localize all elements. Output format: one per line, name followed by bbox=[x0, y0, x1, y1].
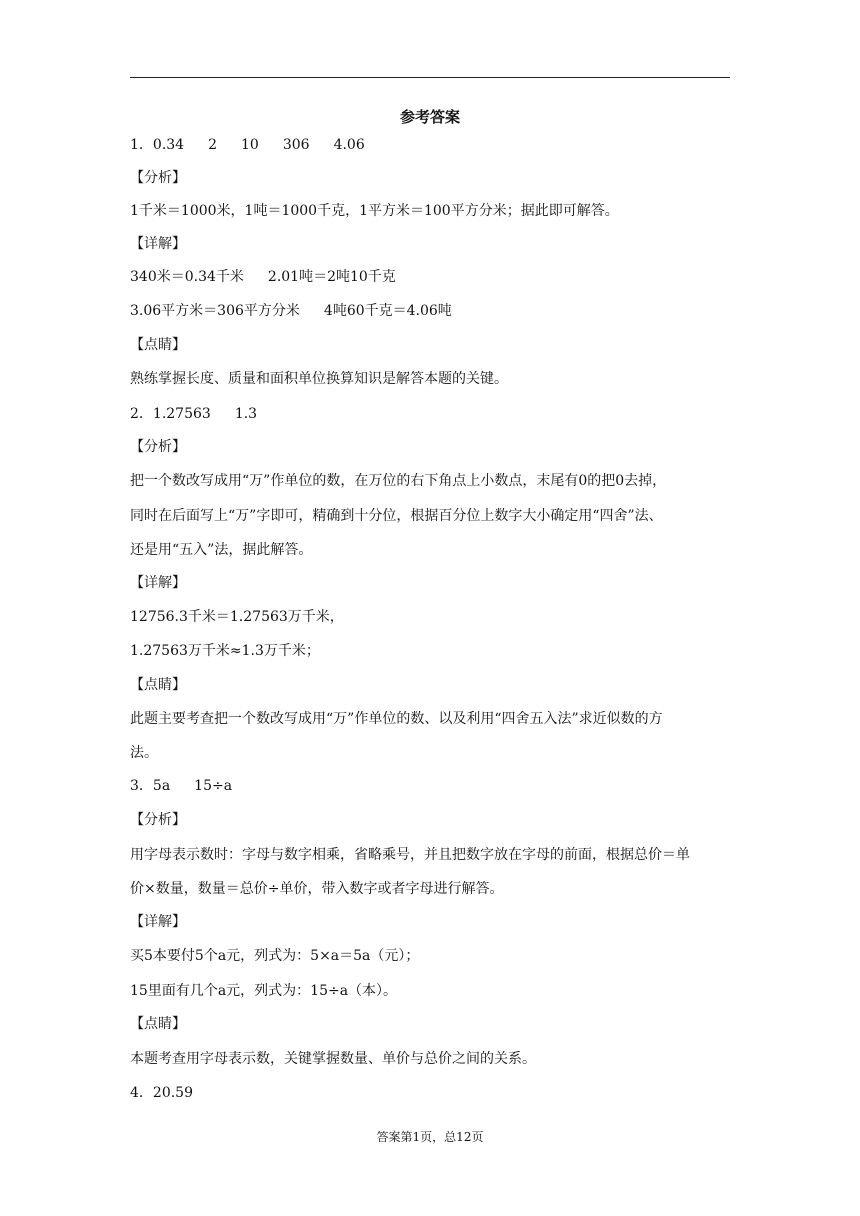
section-heading: 【详解】 bbox=[130, 575, 186, 591]
page-footer: 答案第1页，总12页 bbox=[376, 1130, 484, 1144]
answer-line bbox=[130, 135, 730, 155]
text-line: 4．20.59 bbox=[130, 1085, 193, 1101]
section-heading: 【分析】 bbox=[130, 812, 186, 828]
answer-value: 3．5a bbox=[130, 778, 171, 794]
answer-value: 2 bbox=[208, 137, 218, 153]
text-line: 熟练掌握长度、质量和面积单位换算知识是解答本题的关键。 bbox=[130, 371, 508, 387]
section-heading: 【分析】 bbox=[130, 439, 186, 455]
text-line: 价×数量，数量＝总价÷单价，带入数字或者字母进行解答。 bbox=[130, 881, 504, 897]
text-line: 本题考查用字母表示数，关键掌握数量、单价与总价之间的关系。 bbox=[130, 1051, 536, 1067]
answer-line bbox=[130, 776, 730, 796]
text-line: 法。 bbox=[130, 745, 158, 761]
text-line: 1千米＝1000米，1吨＝1000千克，1平方米＝100平方分米；据此即可解答。 bbox=[130, 203, 619, 219]
answer-value: 4吨60千克＝4.06吨 bbox=[323, 303, 452, 319]
section-heading: 【点睛】 bbox=[130, 337, 186, 353]
section-heading: 【分析】 bbox=[130, 170, 186, 186]
section-heading: 【详解】 bbox=[130, 914, 186, 930]
answer-value: 15÷a bbox=[194, 778, 233, 794]
answer-value: 306 bbox=[282, 137, 310, 153]
section-heading: 【点睛】 bbox=[130, 1016, 186, 1032]
answer-value: 340米＝0.34千米 bbox=[130, 269, 244, 285]
text-line: 12756.3千米＝1.27563万千米， bbox=[130, 609, 344, 625]
answer-value: 2.01吨＝2吨10千克 bbox=[267, 269, 396, 285]
header-rule bbox=[130, 77, 730, 78]
answer-value: 1.3 bbox=[234, 406, 258, 422]
text-line: 此题主要考查把一个数改写成用“万”作单位的数、以及利用“四舍五入法”求近似数的方 bbox=[130, 711, 663, 727]
section-heading: 【点睛】 bbox=[130, 677, 186, 693]
text-line: 还是用“五入”法，据此解答。 bbox=[130, 542, 313, 558]
answer-value: 1．0.34 bbox=[130, 137, 185, 153]
answer-line bbox=[130, 267, 730, 287]
text-line: 把一个数改写成用“万”作单位的数，在万位的右下角点上小数点，末尾有0的把0去掉， bbox=[130, 473, 667, 489]
answer-value: 10 bbox=[241, 137, 259, 153]
answer-line bbox=[130, 404, 730, 424]
text-line: 15里面有几个a元，列式为：15÷a（本）。 bbox=[130, 983, 398, 999]
text-line: 1.27563万千米≈1.3万千米； bbox=[130, 643, 320, 659]
answer-value: 4.06 bbox=[333, 137, 365, 153]
page-title: 参考答案 bbox=[399, 108, 460, 126]
text-line: 买5本要付5个a元，列式为：5×a＝5a（元）； bbox=[130, 948, 420, 964]
answer-line bbox=[130, 301, 730, 321]
answer-value: 2．1.27563 bbox=[130, 406, 211, 422]
answer-value: 3.06平方米＝306平方分米 bbox=[130, 303, 300, 319]
text-line: 同时在后面写上“万”字即可，精确到十分位，根据百分位上数字大小确定用“四舍”法、 bbox=[130, 508, 663, 524]
text-line: 用字母表示数时：字母与数字相乘，省略乘号，并且把数字放在字母的前面，根据总价＝单 bbox=[130, 847, 690, 863]
section-heading: 【详解】 bbox=[130, 236, 186, 252]
